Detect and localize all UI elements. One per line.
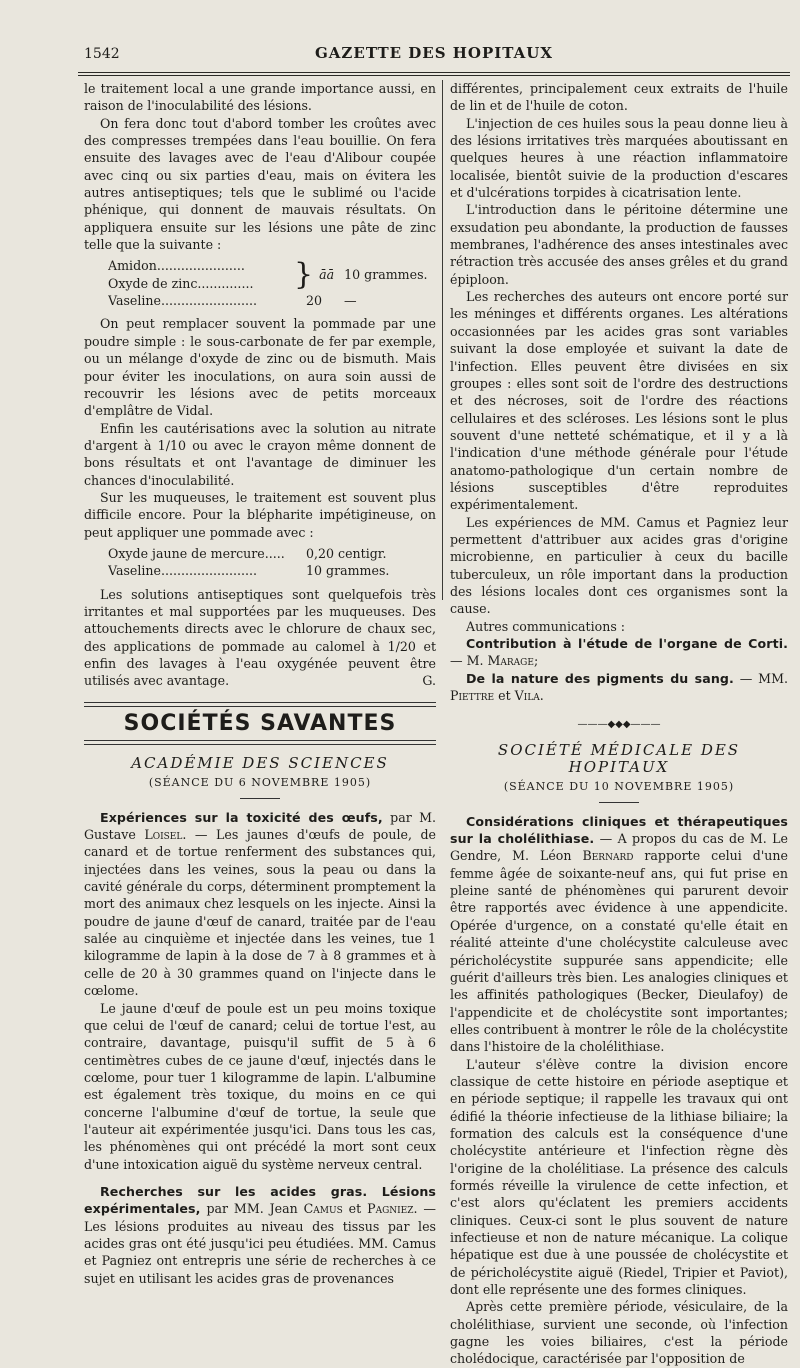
section-rule [84, 702, 436, 707]
author: Bernard [582, 848, 634, 864]
paragraph: L'auteur s'élève contre la division encore classique de cette histoire en période aseptique et en période septique; il rappelle les travaux qui ont édifié la théorie infectieuse de la lithiase biliaire; la formation des calculs est la conséquence d'une cholécystite antérieure et l'infection règne dès l'origine de la cholélitiase. La présence des calculs formés réveille la virulence de cette infection, et c'est alors qu'éclatent les premiers accidents cliniques. Ceux-ci sont le plus souvent de nature infectieuse et non de nature mécanique. La colique hépatique est due à une poussée de cholécystite et de péricholécystite aiguë (Riedel, Tripier et Paviot), dont elle représente une des formes cliniques. [450, 1056, 788, 1298]
publication-title: GAZETTE DES HOPITAUX [314, 44, 553, 62]
unit: — [344, 293, 357, 309]
paragraph: L'injection de ces huiles sous la peau donne lieu à des lésions irritatives très marquées aboutissant en quelques heures à une réaction inflammatoire localisée, bientôt suivie de la production d'escares et d'ulcérations torpides à cicatrisation lente. [450, 115, 788, 201]
paragraph: Le jaune d'œuf de poule est un peu moins toxique que celui de l'œuf de canard; celui de tortue l'est, au contraire, davantage, puisqu'il suffit de 5 à 6 centimètres cubes de ce jaune d'œuf, injectés dans le cœlome, pour tuer 1 kilogramme de lapin. L'albumine est également très toxique, du moins en ce qui concerne l'albumine d'œuf de tortue, la seule que l'auteur ait expérimentée jusqu'ici. Dans tous les cas, les phénomènes qui ont précédé la mort sont ceux d'une intoxication aiguë du système nerveux central. [84, 1000, 436, 1172]
paragraph: Les solutions antiseptiques sont quelquefois très irritantes et mal supportées par les muqueuses. Des attouchements directs avec le chlorure de chaux sec, des applications de pommade au calomel à 1/20 et enfin des lavages à l'eau oxygénée peuvent être utilisés avec avantage. G. [84, 586, 436, 689]
ornament-divider: ———◆◆◆——— [577, 719, 661, 731]
header-rule-thin [78, 75, 790, 76]
header-rule [78, 72, 790, 73]
recipe-row [108, 545, 436, 562]
page-header [78, 40, 790, 70]
paragraph: le traitement local a une grande importance aussi, en raison de l'inoculabilité des lésions. [84, 81, 436, 114]
communication-title: De la nature des pigments du sang. [466, 670, 734, 686]
author: Pagniez. [367, 1201, 418, 1217]
paragraph: Les expériences de MM. Camus et Pagniez leur permettent d'attribuer aux acides gras d'origine microbienne, en particulier à ceux du bacille tuberculeux, un rôle important dans la production des lésions locales dont ces organismes sont la cause. [450, 514, 788, 617]
article-title: Expériences sur la toxicité des œufs, [100, 809, 383, 825]
ingredient: Oxyde jaune de mercure..... [108, 545, 285, 561]
paragraph: Autres communications : [466, 618, 626, 634]
recipe-row [108, 562, 436, 579]
author: Loisel. [144, 827, 187, 843]
communication-title: Contribution à l'étude de l'organe de Corti. [466, 636, 788, 651]
society-heading: ACADÉMIE DES SCIENCES [131, 754, 389, 773]
paragraph: On fera donc tout d'abord tomber les croûtes avec des compresses trempées dans l'eau bouillie. On fera ensuite des lavages avec de l'eau d'Alibour coupée avec cinq ou six parties d'eau, mais on évitera les autres antiseptiques; tels que le sublimé ou l'acide phénique, qui donnent de mauvais résultats. On appliquera ensuite sur les lésions une pâte de zinc telle que la suivante : [84, 115, 436, 253]
quantity: 10 grammes. [306, 563, 390, 579]
author: Vila. [514, 688, 544, 704]
recipe-row [108, 275, 294, 292]
quantity: 20 [306, 293, 323, 309]
section-title: SOCIÉTÉS SAVANTES [123, 710, 397, 736]
paragraph: On peut remplacer souvent la pommade par une poudre simple : le sous-carbonate de fer par exemple, ou un mélange d'oxyde de zinc ou de bismuth. Mais pour éviter les inoculations, on aura soin aussi de recouvrir les lésions avec de petits morceaux d'emplâtre de Vidal. [84, 316, 436, 419]
ingredient: Amidon...................... [108, 258, 245, 274]
paragraph: différentes, principalement ceux extraits de l'huile de lin et de l'huile de coton. [450, 81, 788, 114]
ingredient: Vaseline........................ [108, 563, 258, 579]
page-number: 1542 [84, 46, 120, 62]
paragraph: Après cette première période, vésiculaire, de la cholélithiase, survient une seconde, où l'infection gagne les voies biliaires, c'est la période cholédocique, caractérisée par l'opposition de [450, 1299, 788, 1367]
article: Recherches sur les acides gras. Lésions expérimentales, par MM. Jean Camus et Pagniez. — Les lésions produites au niveau des tissus par les acides gras ont été jusqu'ici peu étudiées. MM. Camus et Pagniez ont entrepris une série de recherches à ce sujet en utilisant les acides gras de provenances [84, 1183, 437, 1286]
author: Camus [303, 1201, 343, 1217]
society-heading: SOCIÉTÉ MÉDICALE DES HOPITAUX [497, 740, 741, 777]
ingredient: Vaseline........................ [108, 293, 258, 309]
right-column [450, 80, 788, 1368]
communication: De la nature des pigments du sang. — MM. Piettre et Vila. [450, 670, 788, 704]
author: Piettre [450, 688, 495, 704]
communication: Contribution à l'étude de l'organe de Corti. — M. Marage; [450, 636, 788, 669]
session-date: (SÉANCE DU 6 NOVEMBRE 1905) [148, 776, 372, 790]
signature: G. [422, 673, 436, 689]
paragraph: Les recherches des auteurs ont encore porté sur les méninges et différents organes. Les altérations occasionnées par les acides gras sont variables suivant la dose employée et suivant la date de l'infection. Elles peuvent être divisées en six groupes : elles sont soit de l'ordre des destructions et des nécroses, soit de l'ordre des réactions cellulaires et des scléroses. Les lésions sont le plus souvent d'une netteté schématique, et il y a là l'indication d'une méthode générale pour l'étude anatomo-pathologique d'un certain nombre de lésions susceptibles d'être reproduites expérimentalement. [450, 289, 788, 513]
quantity: 0,20 centigr. [306, 545, 387, 561]
brace: } āā 10 grammes. [294, 256, 428, 292]
short-rule [599, 802, 639, 803]
article-title: Considérations cliniques et thérapeutiques sur la cholélithiase. [450, 813, 788, 847]
article: Expériences sur la toxicité des œufs, par M. Gustave Loisel. — Les jaunes d'œufs de poule, de canard et de tortue renferment des substances qui, injectées dans les veines, sous la peau ou dans la cavité générale du corps, déterminent promptement la mort des animaux chez lesquels on les injecte. Ainsi la poudre de jaune d'œuf de canard, traitée par de l'eau salée au cinquième et injectée dans les veines, tue 1 kilogramme de lapin à la dose de 7 à 8 grammes et à celle de 20 à 30 grammes quand on l'injecte dans le cœlome. [84, 809, 436, 999]
recipe-zinc-paste [108, 257, 436, 309]
recipe-mercury [108, 545, 436, 580]
column-divider [442, 80, 443, 600]
short-rule [240, 798, 280, 799]
ingredient: Oxyde de zinc.............. [108, 275, 254, 291]
session-date: (SÉANCE DU 10 NOVEMBRE 1905) [503, 780, 735, 794]
article: Considérations cliniques et thérapeutiques sur la cholélithiase. — A propos du cas de M. Le Gendre, M. Léon Bernard rapporte celui d'une femme âgée de soixante-neuf ans, qui fut prise en pleine santé de phénomènes qui parurent devoir être rapportés avec évidence à une appendicite. Opérée d'urgence, on a constaté qu'elle était en réalité atteinte d'une cholécystite calculeuse avec péricholécystite suppurée sans appendicite; elle guérit d'ailleurs très bien. Les analogies cliniques et les affinités pathologiques (Becker, Dieulafoy) de l'appendicite et de cholécystite sont importantes; elles contribuent à montrer le rôle de la cholécystite dans l'histoire de la cholélithiase. [450, 813, 788, 1055]
paragraph: L'introduction dans le péritoine détermine une exsudation peu abondante, la production de fausses membranes, l'adhérence des anses intestinales avec rétraction très accusée des anses grêles et du grand épiploon. [450, 202, 788, 287]
paragraph: Sur les muqueuses, le traitement est souvent plus difficile encore. Pour la blépharite impétigineuse, on peut appliquer une pommade avec : [84, 489, 436, 540]
author: Marage; [487, 653, 539, 669]
brace-quantity: 10 grammes. [344, 267, 428, 283]
article-title: Recherches sur les acides gras. Lésions expérimentales, [84, 1183, 436, 1217]
brace-abbrev: āā [319, 267, 335, 283]
paragraph: Enfin les cautérisations avec la solution au nitrate d'argent à 1/10 ou avec le crayon même donnent de bons résultats et ont l'avantage de diminuer les chances d'inoculabilité. [84, 420, 436, 488]
section-rule [84, 740, 436, 745]
recipe-brace-group [108, 257, 436, 292]
left-column [84, 80, 436, 1287]
recipe-row [108, 292, 436, 309]
recipe-row [108, 257, 294, 274]
